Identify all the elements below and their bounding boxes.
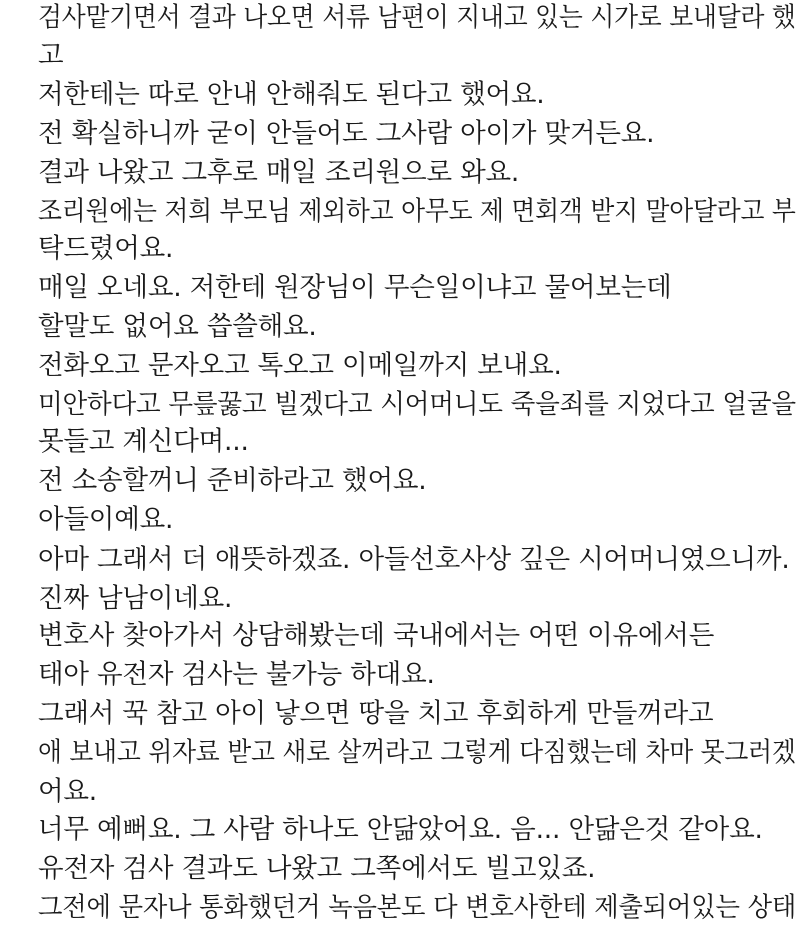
text-line: 전 확실하니까 굳이 안들어도 그사람 아이가 맞거든요. — [38, 118, 655, 149]
text-line: 못들고 계신다며... — [38, 426, 249, 457]
text-line: 결과 나왔고 그후로 매일 조리원으로 와요. — [38, 157, 520, 188]
text-line: 그래서 꾹 참고 아이 낳으면 땅을 치고 후회하게 만들꺼라고 — [38, 698, 714, 729]
text-line: 변호사 찾아가서 상담해봤는데 국내에서는 어떤 이유에서든 — [38, 620, 715, 651]
text-line: 할말도 없어요 씁쓸해요. — [38, 311, 317, 342]
text-line: 어요. — [38, 776, 98, 807]
text-line: 유전자 검사 결과도 나왔고 그쪽에서도 빌고있죠. — [38, 853, 596, 884]
text-line: 너무 예뻐요. 그 사람 하나도 안닮았어요. 음... 안닮은것 같아요. — [38, 814, 763, 845]
text-line: 아마 그래서 더 애뜻하겠죠. 아들선호사상 깊은 시어머니였으니까. — [38, 544, 790, 575]
text-line: 고 — [38, 40, 64, 71]
text-line: 미안하다고 무릎꿇고 빌겠다고 시어머니도 죽을죄를 지었다고 얼굴을 — [38, 389, 796, 420]
text-line: 태아 유전자 검사는 불가능 하대요. — [38, 659, 435, 690]
text-line: 애 보내고 위자료 받고 새로 살꺼라고 그렇게 다짐했는데 차마 못그러겠 — [38, 737, 796, 768]
text-line: 저한테는 따로 안내 안해줘도 된다고 했어요. — [38, 79, 545, 110]
text-line: 탁드렸어요. — [38, 233, 174, 264]
text-line: 진짜 남남이네요. — [38, 583, 233, 614]
text-line: 조리원에는 저희 부모님 제외하고 아무도 제 면회객 받지 말아달라고 부 — [38, 196, 796, 227]
text-line: 검사맡기면서 결과 나오면 서류 남편이 지내고 있는 시가로 보내달라 했 — [38, 2, 796, 33]
text-line: 그전에 문자나 통화했던거 녹음본도 다 변호사한테 제출되어있는 상태 — [38, 892, 797, 923]
text-line: 아들이예요. — [38, 504, 174, 535]
text-line: 전화오고 문자오고 톡오고 이메일까지 보내요. — [38, 350, 562, 381]
text-line: 매일 오네요. 저한테 원장님이 무슨일이냐고 물어보는데 — [38, 272, 672, 303]
text-line: 전 소송할꺼니 준비하라고 했어요. — [38, 465, 427, 496]
